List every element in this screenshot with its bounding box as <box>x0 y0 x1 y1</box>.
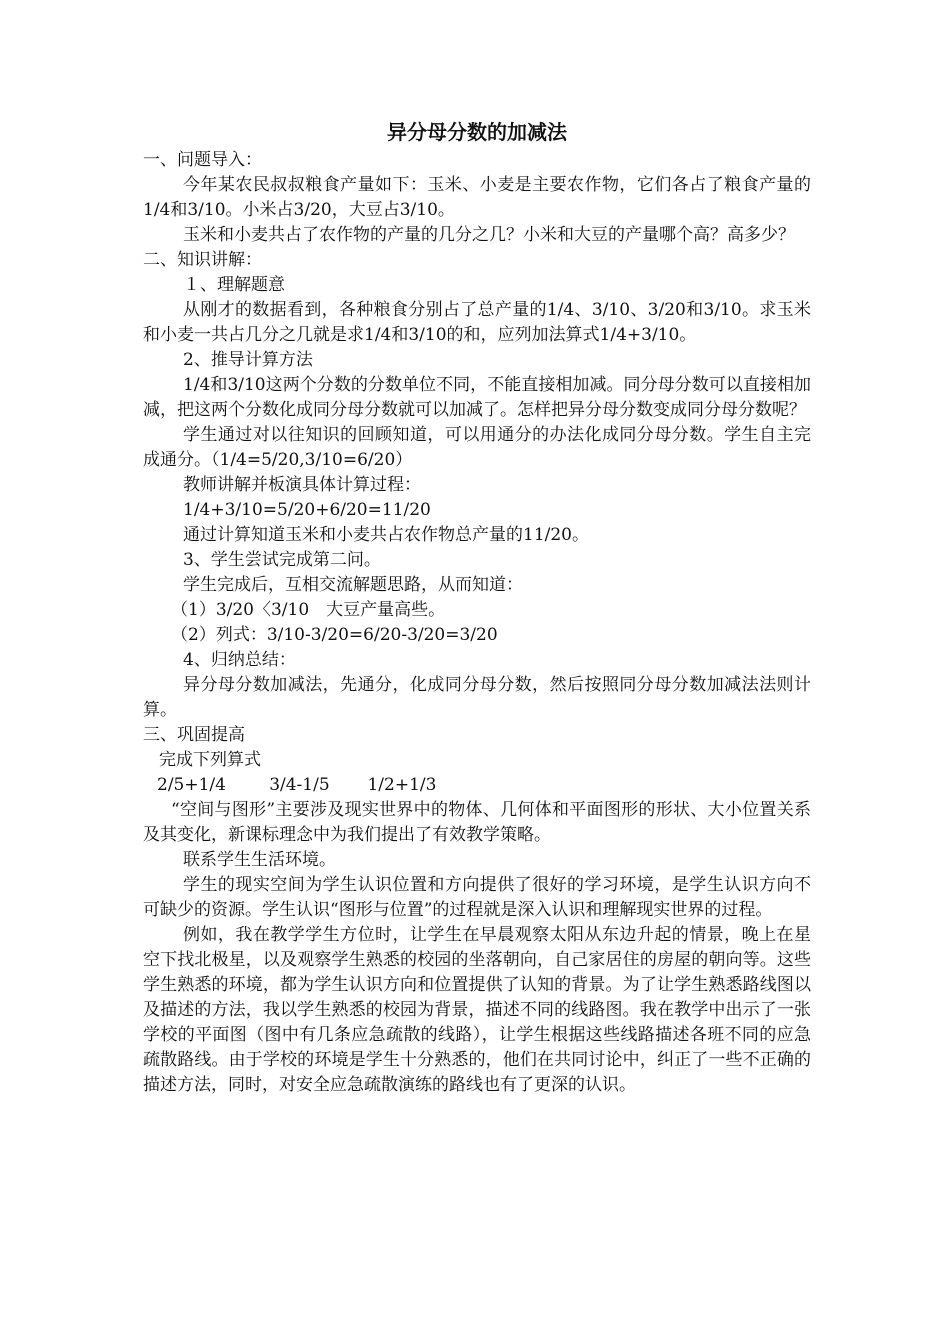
paragraph: “空间与图形”主要涉及现实世界中的物体、几何体和平面图形的形状、大小位置关系及其变化，新课标理念中为我们提出了有效教学策略。 <box>143 800 811 845</box>
paragraph: 联系学生生活环境。 <box>183 850 336 870</box>
paragraph: 3、学生尝试完成第二问。 <box>183 550 381 570</box>
paragraph: 学生完成后，互相交流解题思路，从而知道： <box>183 575 523 595</box>
paragraph: 一、问题导入： <box>143 150 262 170</box>
paragraph: 通过计算知道玉米和小麦共占农作物总产量的11/20。 <box>183 525 589 545</box>
paragraph: （2）列式：3/10-3/20=6/20-3/20=3/20 <box>171 625 498 645</box>
paragraph: 学生的现实空间为学生认识位置和方向提供了很好的学习环境，是学生认识方向不可缺少的资源。学生认识“图形与位置”的过程就是深入认识和理解现实世界的过程。 <box>143 875 811 920</box>
paragraph: 学生通过对以往知识的回顾知道，可以用通分的办法化成同分母分数。学生自主完成通分。（1/4=5/20,3/10=6/20） <box>143 425 811 470</box>
paragraph: 2/5+1/4 3/4-1/5 1/2+1/3 <box>157 775 437 795</box>
paragraph: 异分母分数加减法，先通分，化成同分母分数，然后按照同分母分数加减法法则计算。 <box>143 675 811 720</box>
paragraph: （1）3/20〈3/10 大豆产量高些。 <box>171 600 446 620</box>
document-page <box>143 118 811 1098</box>
document-title: 异分母分数的加减法 <box>387 120 567 144</box>
paragraph: 4、归纳总结： <box>183 650 296 670</box>
document-body <box>143 148 811 1098</box>
paragraph: １、理解题意 <box>183 275 285 295</box>
paragraph: 教师讲解并板演具体计算过程： <box>183 475 421 495</box>
paragraph: 从刚才的数据看到，各种粮食分别占了总产量的1/4、3/10、3/20和3/10。求玉米和小麦一共占几分之几就是求1/4和3/10的和，应列加法算式1/4+3/10。 <box>143 300 811 345</box>
paragraph: 1/4和3/10这两个分数的分数单位不同，不能直接相加减。同分母分数可以直接相加减，把这两个分数化成同分母分数就可以加减了。怎样把异分母分数变成同分母分数呢？ <box>143 375 811 420</box>
paragraph: 玉米和小麦共占了农作物的产量的几分之几？小米和大豆的产量哪个高？高多少？ <box>183 225 795 245</box>
paragraph: 二、知识讲解： <box>143 250 262 270</box>
paragraph: 今年某农民叔叔粮食产量如下：玉米、小麦是主要农作物，它们各占了粮食产量的1/4和3/10。小米占3/20，大豆占3/10。 <box>143 175 811 220</box>
paragraph: 完成下列算式 <box>159 750 261 770</box>
paragraph: 2、推导计算方法 <box>183 350 313 370</box>
paragraph: 例如，我在教学学生方位时，让学生在早晨观察太阳从东边升起的情景，晚上在星空下找北极星，以及观察学生熟悉的校园的坐落朝向，自己家居住的房屋的朝向等。这些学生熟悉的环境，都为学生认识方向和位置提供了认知的背景。为了让学生熟悉路线图以及描述的方法，我以学生熟悉的校园为背景，描述不同的线路图。我在教学中出示了一张学校的平面图（图中有几条应急疏散的线路），让学生根据这些线路描述各班不同的应急疏散路线。由于学校的环境是学生十分熟悉的，他们在共同讨论中，纠正了一些不正确的描述方法，同时，对安全应急疏散演练的路线也有了更深的认识。 <box>143 925 811 1095</box>
paragraph: 1/4+3/10=5/20+6/20=11/20 <box>183 500 431 520</box>
paragraph: 三、巩固提高 <box>143 725 245 745</box>
